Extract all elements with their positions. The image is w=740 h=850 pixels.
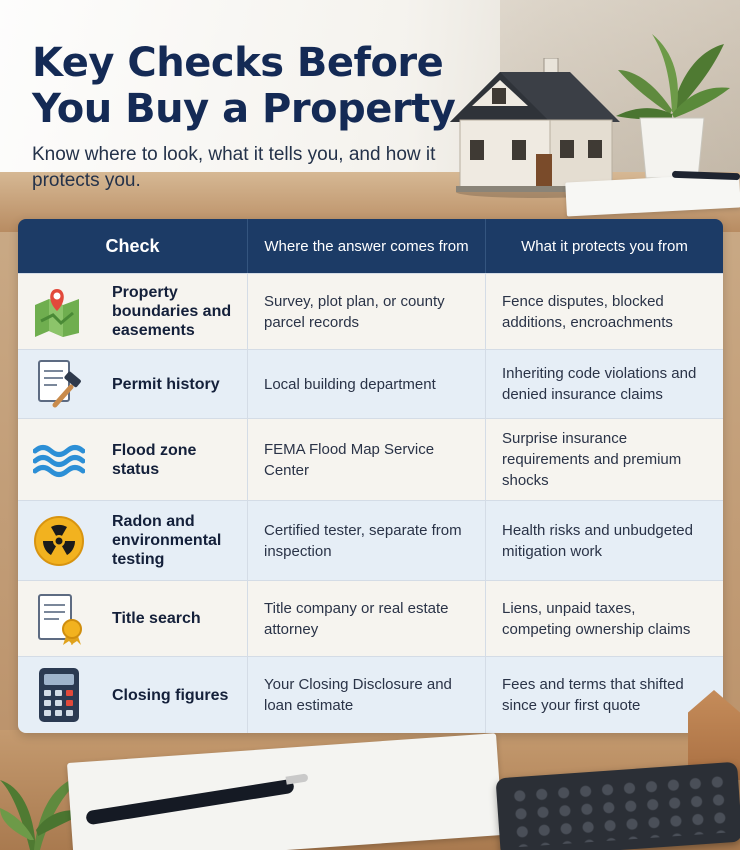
potted-plant-illustration — [612, 30, 732, 180]
table-row — [18, 349, 723, 418]
check-cell — [18, 350, 248, 418]
protects-cell: Inheriting code violations and denied insurance claims — [502, 365, 697, 403]
check-label: Property boundaries and easements — [112, 284, 232, 339]
source-cell: FEMA Flood Map Service Center — [248, 419, 486, 500]
check-cell — [18, 581, 248, 656]
table-row — [18, 656, 723, 733]
source-cell: Title company or real estate attorney — [248, 581, 486, 656]
protects-cell: Liens, unpaid taxes, competing ownership claims — [502, 599, 691, 638]
column-header-check: Check — [18, 219, 248, 273]
checks-table — [18, 219, 723, 733]
source-cell: Survey, plot plan, or county parcel records — [248, 274, 486, 349]
table-row — [18, 580, 723, 656]
water-waves-icon — [32, 435, 86, 485]
protects-cell: Fence disputes, blocked additions, encroachments — [502, 292, 673, 331]
radiation-icon — [32, 516, 86, 566]
source-cell: Your Closing Disclosure and loan estimate — [248, 657, 486, 733]
check-label: Flood zone status — [112, 441, 197, 478]
table-row — [18, 500, 723, 580]
protects-cell: Fees and terms that shifted since your first quote — [502, 676, 684, 714]
check-cell — [18, 501, 248, 580]
calculator-decor — [496, 762, 740, 850]
check-label: Permit history — [112, 375, 220, 393]
map-pin-icon — [32, 287, 86, 337]
check-label: Title search — [112, 610, 201, 627]
source-cell: Certified tester, separate from inspection — [248, 501, 486, 580]
permit-document-hammer-icon — [32, 359, 86, 409]
table-row — [18, 418, 723, 500]
column-header-protects: What it protects you from — [521, 237, 688, 255]
table-header — [18, 219, 723, 273]
source-cell: Local building department — [248, 350, 486, 418]
certificate-document-icon — [32, 594, 86, 644]
column-header-source: Where the answer comes from — [248, 219, 486, 273]
page-subtitle: Know where to look, what it tells you, and how it protects you. — [32, 144, 436, 191]
header — [32, 40, 462, 194]
table-row — [18, 273, 723, 349]
check-cell — [18, 274, 248, 349]
protects-cell: Health risks and unbudgeted mitigation work — [502, 521, 693, 560]
check-label: Closing figures — [112, 686, 229, 704]
check-label: Radon and environmental testing — [112, 513, 222, 568]
check-cell — [18, 419, 248, 500]
house-model-illustration — [448, 58, 624, 198]
protects-cell: Surprise insurance requirements and premium shocks — [502, 430, 682, 489]
page-title: Key Checks Before You Buy a Property — [32, 40, 456, 132]
